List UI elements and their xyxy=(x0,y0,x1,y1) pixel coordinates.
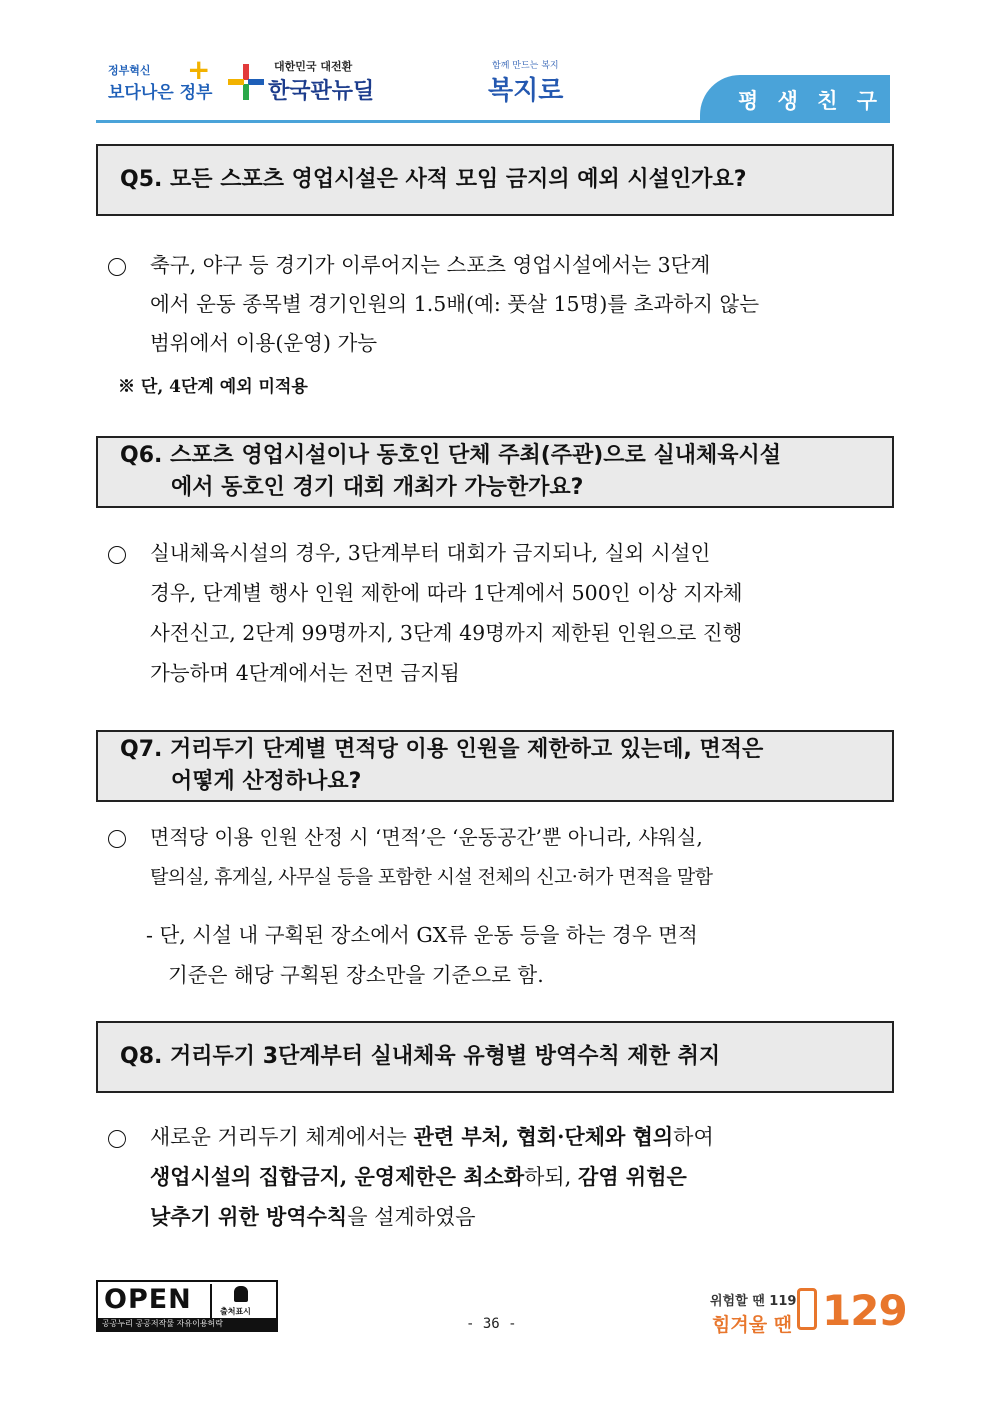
page-number: - 36 - xyxy=(466,1316,517,1332)
person-icon xyxy=(234,1286,248,1302)
header-tab xyxy=(700,75,890,123)
hotline-number: 129 xyxy=(822,1286,907,1335)
attribution-label: 출처표시 xyxy=(220,1307,251,1316)
q8-answer-line xyxy=(150,1202,476,1232)
bullet-circle-icon xyxy=(108,1130,126,1148)
attribution-icon xyxy=(210,1284,276,1318)
bullet-circle-icon xyxy=(108,546,126,564)
hotline-badge xyxy=(706,1282,907,1338)
q8-line1-c: 하여 xyxy=(673,1125,714,1149)
q6-question-line: 에서 동호인 경기 대회 개최가 가능한가요? xyxy=(171,475,584,500)
q7-sub-line: 기준은 해당 구획된 장소만을 기준으로 함. xyxy=(168,963,544,987)
q7-answer-line: 면적당 이용 인원 산정 시 ‘면적’은 ‘운동공간’뿐 아니라, 샤워실, xyxy=(150,825,703,849)
q8-question: Q8. 거리두기 3단계부터 실내체육 유형별 방역수칙 제한 취지 xyxy=(120,1044,721,1069)
korean-new-deal-logo xyxy=(226,58,376,104)
q5-answer-line: 축구, 야구 등 경기가 이루어지는 스포츠 영업시설에서는 3단계 xyxy=(150,253,711,277)
header-divider xyxy=(96,120,890,123)
q7-question-line: 어떻게 산정하나요? xyxy=(171,769,362,794)
q6-box xyxy=(96,436,894,508)
plus-icon: + xyxy=(187,53,211,86)
q6-answer-line: 사전신고, 2단계 99명까지, 3단계 49명까지 제한된 인원으로 진행 xyxy=(150,621,743,645)
q5-answer-line: 범위에서 이용(운영) 가능 xyxy=(150,331,378,355)
q7-question-line: Q7. 거리두기 단계별 면적당 이용 인원을 제한하고 있는데, 면적은 xyxy=(120,737,764,762)
q5-answer-line: 에서 운동 종목별 경기인원의 1.5배(예: 풋살 15명)를 초과하지 않는 xyxy=(150,292,759,316)
q7-box xyxy=(96,730,894,802)
open-license-badge xyxy=(96,1280,278,1332)
q8-line3-b: 을 설계하였음 xyxy=(347,1205,476,1229)
q8-line2-b: 하되, xyxy=(524,1165,579,1189)
logo2-main: 한국판뉴딜 xyxy=(268,79,375,104)
logo2-sub: 대한민국 대전환 xyxy=(274,60,353,73)
q5-question: Q5. 모든 스포츠 영업시설은 사적 모임 금지의 예외 시설인가요? xyxy=(120,167,747,192)
hotline-small: 위험할 땐 119 xyxy=(710,1294,797,1309)
q8-answer-line xyxy=(150,1122,714,1152)
phone-icon xyxy=(797,1288,817,1330)
q8-line2-a: 생업시설의 집합금지, 운영제한은 최소화 xyxy=(150,1164,525,1189)
logo3-sub: 함께 만드는 복지 xyxy=(492,61,559,71)
open-license-bar xyxy=(98,1318,276,1330)
bokjiro-logo xyxy=(484,58,584,108)
header-tab-label: 평 생 친 구 xyxy=(738,89,884,113)
q8-line1-b: 관련 부처, 협회·단체와 협의 xyxy=(413,1124,674,1149)
q8-line2-c: 감염 위험은 xyxy=(578,1164,687,1189)
q7-sub-line: - 단, 시설 내 구획된 장소에서 GX류 운동 등을 하는 경우 면적 xyxy=(146,923,698,947)
q8-line1-a: 새로운 거리두기 체계에서는 xyxy=(150,1125,414,1149)
open-license-text: 공공누리 공공저작물 자유이용허락 xyxy=(102,1319,224,1328)
bullet-circle-icon xyxy=(108,258,126,276)
q8-answer-line xyxy=(150,1162,687,1192)
logo3-main: 복지로 xyxy=(488,76,564,106)
q6-answer-line: 경우, 단계별 행사 인원 제한에 따라 1단계에서 500인 이상 지자체 xyxy=(150,581,743,605)
gov-innovation-logo xyxy=(104,53,213,106)
q7-answer-line: 탈의실, 휴게실, 사무실 등을 포함한 시설 전체의 신고·허가 면적을 말함 xyxy=(150,866,713,888)
logo1-small: 정부혁신 xyxy=(108,64,151,77)
q6-question-line: Q6. 스포츠 영업시설이나 동호인 단체 주최(주관)으로 실내체육시설 xyxy=(120,443,781,468)
q6-answer-line: 실내체육시설의 경우, 3단계부터 대회가 금지되나, 실외 시설인 xyxy=(150,541,711,565)
logo1-big: 보다나은 정부 xyxy=(108,83,213,103)
q5-box xyxy=(96,144,894,216)
hotline-big: 힘겨울 땐 xyxy=(712,1314,793,1336)
pinwheel-icon xyxy=(226,62,266,102)
q8-box xyxy=(96,1021,894,1093)
q6-answer-line: 가능하며 4단계에서는 전면 금지됨 xyxy=(150,661,460,685)
open-word: OPEN xyxy=(104,1284,192,1315)
q5-note: ※ 단, 4단계 예외 미적용 xyxy=(118,377,308,397)
q8-line3-a: 낮추기 위한 방역수칙 xyxy=(150,1204,348,1229)
bullet-circle-icon xyxy=(108,830,126,848)
